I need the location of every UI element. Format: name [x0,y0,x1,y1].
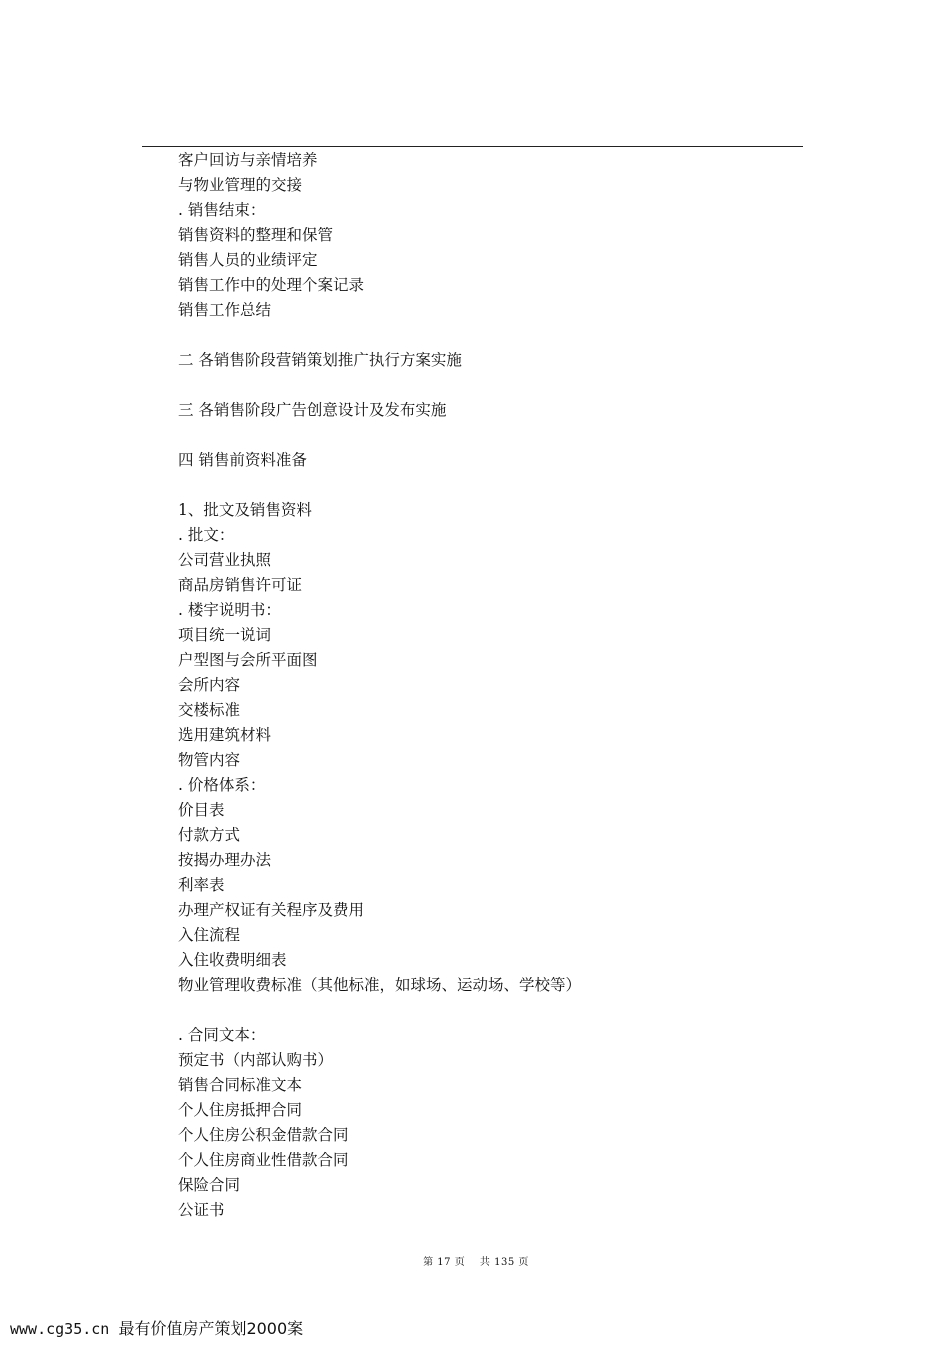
footer-url: www.cg35.cn [10,1320,110,1338]
text-line: 物业管理收费标准（其他标准，如球场、运动场、学校等） [178,976,582,994]
text-line: 会所内容 [178,676,241,694]
text-line: 入住流程 [178,926,241,944]
text-line: 销售工作中的处理个案记录 [178,276,365,294]
blank-line [178,373,798,398]
blank-line [178,998,798,1023]
text-line: 个人住房商业性借款合同 [178,1151,349,1169]
text-line: 按揭办理办法 [178,851,272,869]
footer-watermark [10,1318,303,1340]
text-line: 价目表 [178,801,225,819]
text-line: 项目统一说词 [178,626,272,644]
text-line: 二 各销售阶段营销策划推广执行方案实施 [178,351,462,369]
text-line: 四 销售前资料准备 [178,451,307,469]
text-line: . 销售结束： [178,201,266,219]
text-line: 1、批文及销售资料 [178,501,312,519]
text-line: 交楼标准 [178,701,241,719]
text-line: . 批文： [178,526,235,544]
text-line: 保险合同 [178,1176,241,1194]
text-line: 销售合同标准文本 [178,1076,303,1094]
blank-line [178,473,798,498]
text-line: . 楼宇说明书： [178,601,281,619]
text-line: 客户回访与亲情培养 [178,151,318,169]
text-line: 付款方式 [178,826,241,844]
text-line: 销售工作总结 [178,301,272,319]
text-line: 预定书（内部认购书） [178,1051,334,1069]
text-line: 物管内容 [178,751,241,769]
text-line: 个人住房公积金借款合同 [178,1126,349,1144]
blank-line [178,423,798,448]
text-line: 销售资料的整理和保管 [178,226,334,244]
blank-line [178,323,798,348]
text-line: 公证书 [178,1201,225,1219]
text-line: 个人住房抵押合同 [178,1101,303,1119]
text-line: . 合同文本： [178,1026,266,1044]
text-line: 销售人员的业绩评定 [178,251,318,269]
text-line: 选用建筑材料 [178,726,272,744]
text-line: 入住收费明细表 [178,951,287,969]
text-line: 三 各销售阶段广告创意设计及发布实施 [178,401,447,419]
document-body [178,148,798,1223]
text-line: 商品房销售许可证 [178,576,303,594]
text-line: 与物业管理的交接 [178,176,303,194]
text-line: . 价格体系： [178,776,266,794]
text-line: 利率表 [178,876,225,894]
footer-slogan: 最有价值房产策划2000案 [118,1319,304,1338]
page-number: 第 17 页 共 135 页 [423,1257,529,1268]
text-line: 办理产权证有关程序及费用 [178,901,365,919]
text-line: 公司营业执照 [178,551,272,569]
header-rule [142,146,803,147]
text-line: 户型图与会所平面图 [178,651,318,669]
